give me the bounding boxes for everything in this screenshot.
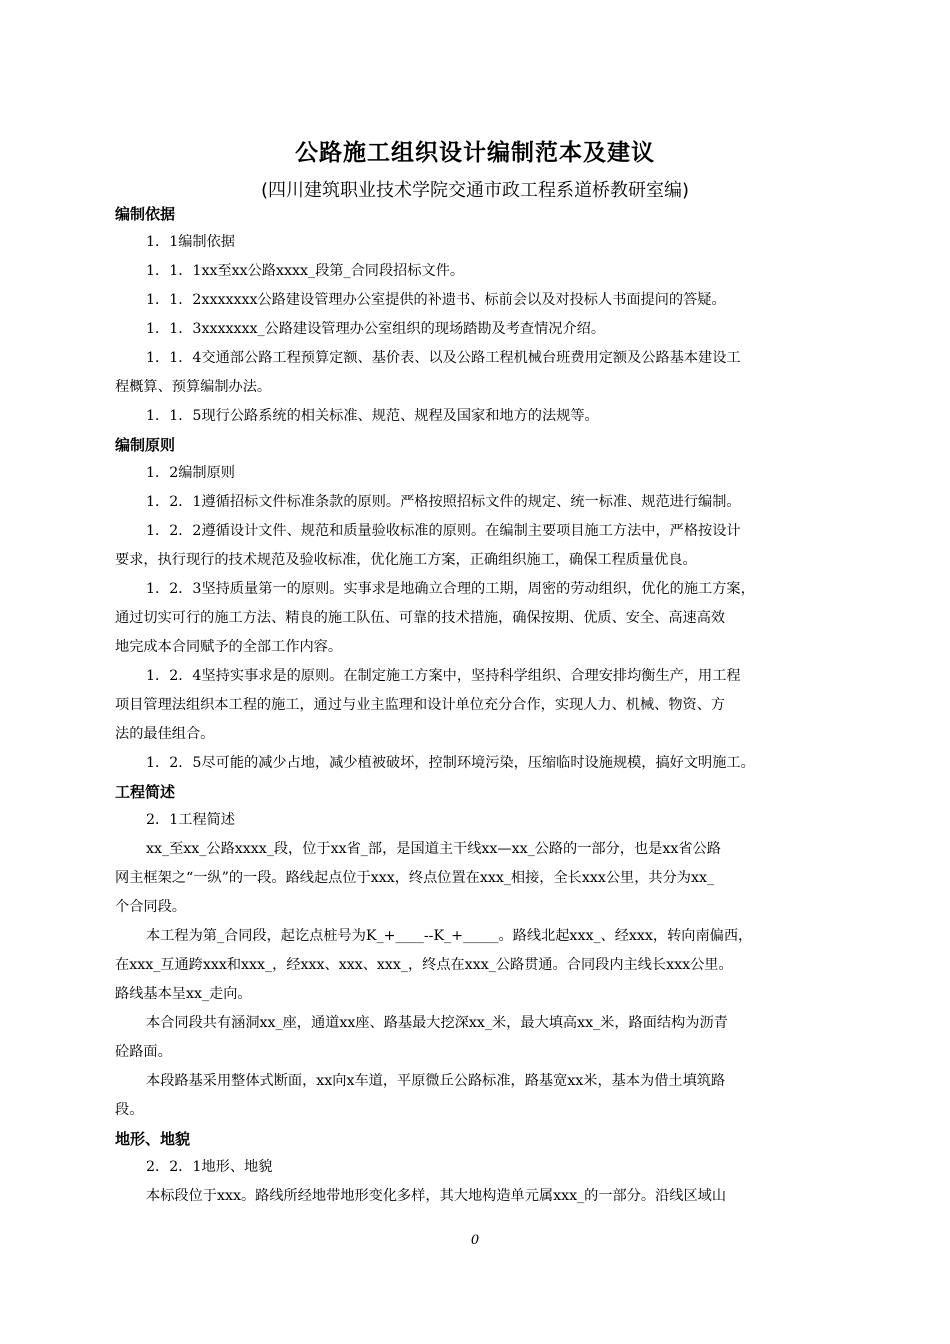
section-heading-basis: 编制依据 [115,205,176,223]
paragraph-continuation: 砼路面。 [115,1044,172,1060]
paragraph-continuation: 个合同段。 [115,899,186,915]
document-body [115,200,850,1211]
paragraph-continuation: 在xxx_互通跨xxx和xxx_，经xxx、xxx、xxx_，终点在xxx_公路贯通。合同段内主线长xxx公里。 [115,957,733,973]
paragraph: 1．2．2遵循设计文件、规范和质量验收标准的原则。在编制主要项目施工方法中，严格按设计 [146,523,741,539]
paragraph: 2．1工程简述 [146,812,235,828]
paragraph: 2．2．1地形、地貌 [146,1159,273,1175]
paragraph-continuation: 段。 [115,1102,144,1118]
paragraph-continuation: 程概算、预算编制办法。 [115,379,272,395]
paragraph-continuation: 法的最佳组合。 [115,726,215,742]
paragraph: 1．2．5尽可能的减少占地，减少植被破坏，控制环境污染，压缩临时设施规模，搞好文明施工。 [146,755,755,771]
paragraph-continuation: 路线基本呈xx_走向。 [115,986,252,1002]
document-title: 公路施工组织设计编制范本及建议 [295,140,655,166]
paragraph: 1．2编制原则 [146,465,235,481]
paragraph-continuation: 项目管理法组织本工程的施工，通过与业主监理和设计单位充分合作，实现人力、机械、物资、方 [115,697,726,713]
paragraph: 1．1．5现行公路系统的相关标准、规范、规程及国家和地方的法规等。 [146,408,599,424]
paragraph: 1．1．3xxxxxxx_公路建设管理办公室组织的现场踏勘及考查情况介绍。 [146,321,606,337]
paragraph-continuation: 网主框架之“一纵”的一段。路线起点位于xxx，终点位置在xxx_相接，全长xxx公里，共分为xx_ [115,870,715,886]
paragraph: 本工程为第_合同段，起讫点桩号为K_+____--K_+_____。路线北起xxx_、经xxx，转向南偏西， [146,928,753,944]
paragraph: 1．1．2xxxxxxx公路建设管理办公室提供的补遗书、标前会以及对投标人书面提问的答疑。 [146,292,726,308]
paragraph: 本合同段共有涵洞xx_座，通道xx座、路基最大挖深xx_米，最大填高xx_米，路面结构为沥青 [146,1015,728,1031]
paragraph: 1．2．1遵循招标文件标准条款的原则。严格按照招标文件的规定、统一标准、规范进行编制。 [146,494,741,510]
paragraph: 1．1．1xx至xx公路xxxx_段第_合同段招标文件。 [146,263,465,279]
section-heading-overview: 工程简述 [115,783,176,801]
paragraph: 1．1编制依据 [146,234,235,250]
paragraph-continuation: 地完成本合同赋予的全部工作内容。 [115,639,343,655]
paragraph: 1．2．3坚持质量第一的原则。实事求是地确立合理的工期，周密的劳动组织，优化的施工方案， [146,581,755,597]
paragraph: xx_至xx_公路xxxx_段，位于xx省_部，是国道主干线xx—xx_公路的一部分，也是xx省公路 [146,841,721,857]
paragraph: 1．1．4交通部公路工程预算定额、基价表、以及公路工程机械台班费用定额及公路基本建设工 [146,350,741,366]
paragraph: 本段路基采用整体式断面，xx向x车道，平原微丘公路标准，路基宽xx米，基本为借土填筑路 [146,1073,726,1089]
paragraph: 本标段位于xxx。路线所经地带地形变化多样，其大地构造单元属xxx_的一部分。沿线区域山 [146,1188,727,1204]
paragraph: 1．2．4坚持实事求是的原则。在制定施工方案中，坚持科学组织、合理安排均衡生产，用工程 [146,668,741,684]
section-heading-terrain: 地形、地貌 [115,1130,191,1148]
paragraph-continuation: 通过切实可行的施工方法、精良的施工队伍、可靠的技术措施，确保按期、优质、安全、高速高效 [115,610,726,626]
paragraph-continuation: 要求，执行现行的技术规范及验收标准，优化施工方案，正确组织施工，确保工程质量优良。 [115,552,697,568]
page-number: 0 [470,1233,480,1248]
section-heading-principles: 编制原则 [115,436,176,454]
document-subtitle: (四川建筑职业技术学院交通市政工程系道桥教研室编) [260,180,690,201]
